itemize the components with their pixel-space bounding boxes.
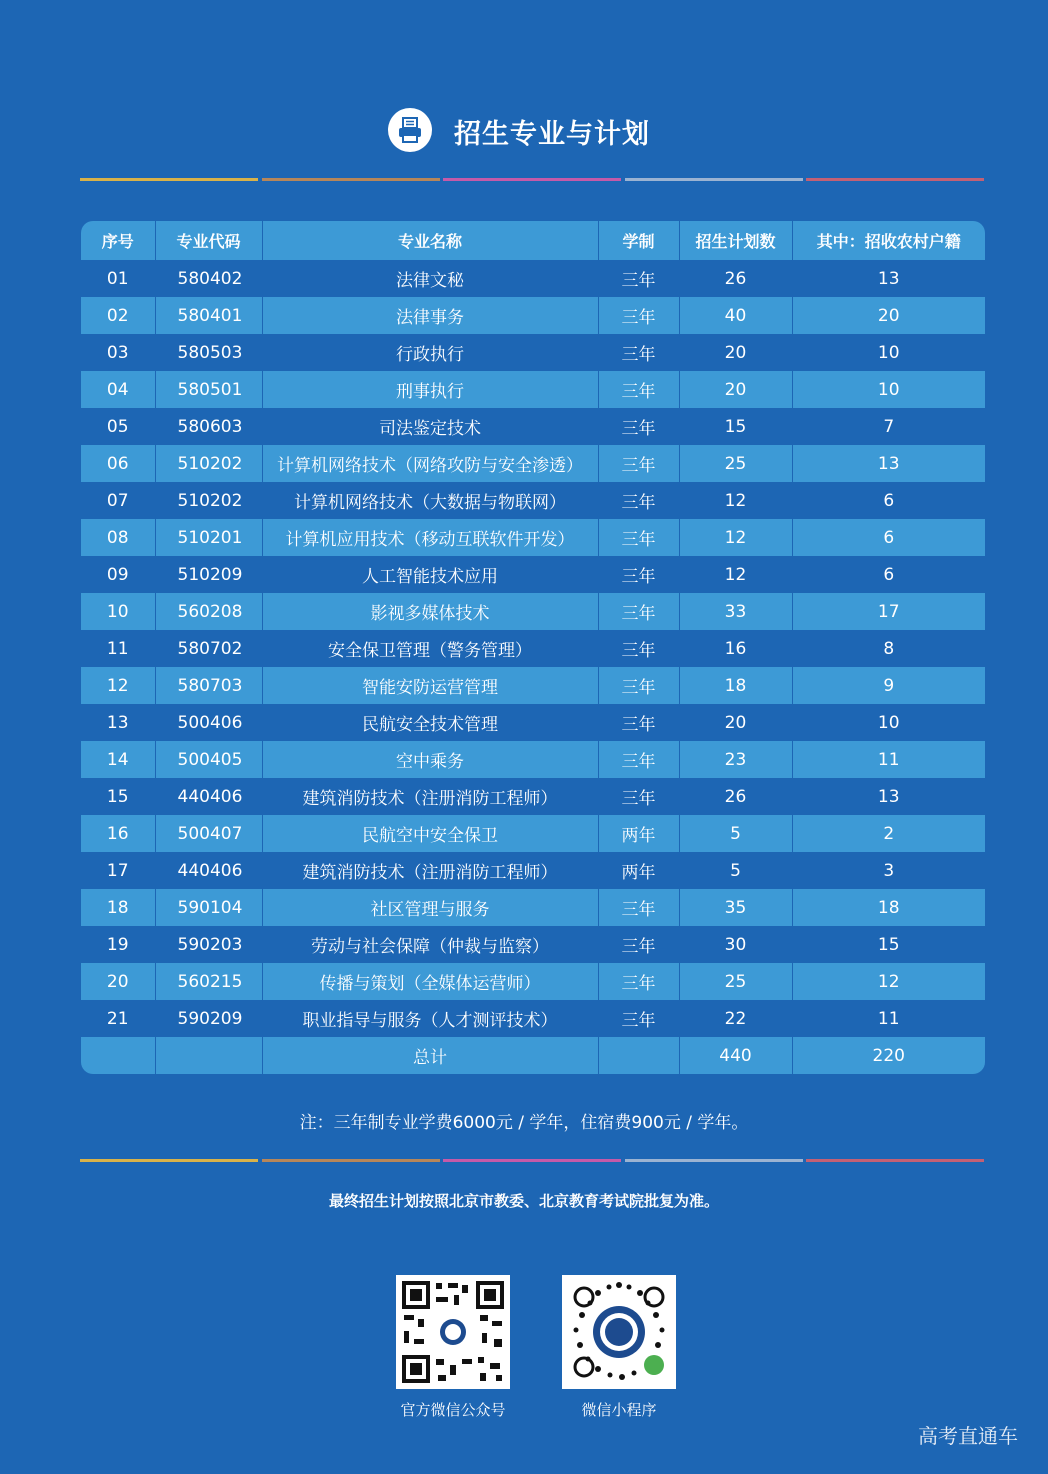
qr-label-official-account: 官方微信公众号 xyxy=(400,1401,506,1419)
cell-duration: 三年 xyxy=(598,963,679,1000)
cell-duration: 三年 xyxy=(598,556,679,593)
table-row xyxy=(81,889,985,926)
cell-rural: 6 xyxy=(792,556,985,593)
cell-rural: 8 xyxy=(792,630,985,667)
cell-plan: 25 xyxy=(679,445,792,482)
cell-code: 510201 xyxy=(155,519,262,556)
cell-code: 590209 xyxy=(155,1000,262,1037)
cell-plan: 18 xyxy=(679,667,792,704)
table-row xyxy=(81,1000,985,1037)
cell-index: 14 xyxy=(81,741,155,778)
cell-plan: 15 xyxy=(679,408,792,445)
table-row xyxy=(81,630,985,667)
cell-duration: 三年 xyxy=(598,519,679,556)
cell-plan: 25 xyxy=(679,963,792,1000)
cell-rural: 13 xyxy=(792,445,985,482)
table-row xyxy=(81,741,985,778)
cell-major: 法律事务 xyxy=(262,297,598,334)
cell-duration: 两年 xyxy=(598,815,679,852)
cell-code: 590104 xyxy=(155,889,262,926)
page-title: 招生专业与计划 xyxy=(454,119,650,150)
cell-major: 司法鉴定技术 xyxy=(262,408,598,445)
cell-major: 劳动与社会保障（仲裁与监察） xyxy=(262,926,598,963)
cell-major: 影视多媒体技术 xyxy=(262,593,598,630)
column-header-major: 专业名称 xyxy=(262,221,598,260)
table-row xyxy=(81,519,985,556)
cell-code: 580702 xyxy=(155,630,262,667)
cell-index: 07 xyxy=(81,482,155,519)
cell-plan: 30 xyxy=(679,926,792,963)
cell-rural: 9 xyxy=(792,667,985,704)
table-row xyxy=(81,334,985,371)
cell-major: 民航空中安全保卫 xyxy=(262,815,598,852)
column-header-rural: 其中：招收农村户籍 xyxy=(792,221,985,260)
cell-plan: 40 xyxy=(679,297,792,334)
table-row xyxy=(81,593,985,630)
cell-code: 560215 xyxy=(155,963,262,1000)
qr-block-mini-program xyxy=(562,1275,676,1420)
table-row xyxy=(81,260,985,297)
cell-index: 11 xyxy=(81,630,155,667)
cell-duration: 三年 xyxy=(598,371,679,408)
qr-block-official-account xyxy=(396,1275,510,1420)
table-row xyxy=(81,297,985,334)
cell-index: 16 xyxy=(81,815,155,852)
table-row xyxy=(81,852,985,889)
cell-index: 12 xyxy=(81,667,155,704)
cell-duration: 三年 xyxy=(598,630,679,667)
table-row xyxy=(81,556,985,593)
cell-duration: 三年 xyxy=(598,667,679,704)
cell-code: 580703 xyxy=(155,667,262,704)
cell-rural: 13 xyxy=(792,260,985,297)
cell-plan: 12 xyxy=(679,519,792,556)
table-row xyxy=(81,482,985,519)
cell-index: 21 xyxy=(81,1000,155,1037)
cell-code: 510202 xyxy=(155,482,262,519)
cell-index: 02 xyxy=(81,297,155,334)
cell-rural: 10 xyxy=(792,371,985,408)
cell-index: 17 xyxy=(81,852,155,889)
cell-index: 03 xyxy=(81,334,155,371)
cell-plan: 26 xyxy=(679,260,792,297)
cell-plan: 23 xyxy=(679,741,792,778)
cell-code: 580401 xyxy=(155,297,262,334)
cell-rural: 3 xyxy=(792,852,985,889)
cell-major: 职业指导与服务（人才测评技术） xyxy=(262,1000,598,1037)
cell-duration: 三年 xyxy=(598,778,679,815)
approval-note: 最终招生计划按照北京市教委、北京教育考试院批复为准。 xyxy=(328,1192,719,1210)
cell-major: 人工智能技术应用 xyxy=(262,556,598,593)
table-row xyxy=(81,371,985,408)
cell-major: 计算机网络技术（网络攻防与安全渗透） xyxy=(262,445,598,482)
cell-plan: 12 xyxy=(679,482,792,519)
cell-index: 15 xyxy=(81,778,155,815)
qr-label-mini-program: 微信小程序 xyxy=(581,1401,657,1419)
cell-code: 580402 xyxy=(155,260,262,297)
table-row xyxy=(81,926,985,963)
cell-code: 580603 xyxy=(155,408,262,445)
table-header-row xyxy=(81,221,985,260)
cell-major: 计算机应用技术（移动互联软件开发） xyxy=(262,519,598,556)
cell-rural: 12 xyxy=(792,963,985,1000)
cell-rural: 7 xyxy=(792,408,985,445)
cell-duration: 三年 xyxy=(598,482,679,519)
cell-index: 20 xyxy=(81,963,155,1000)
cell-rural: 13 xyxy=(792,778,985,815)
cell-rural: 6 xyxy=(792,482,985,519)
color-divider-top xyxy=(80,178,984,182)
cell-index: 13 xyxy=(81,704,155,741)
table-row xyxy=(81,667,985,704)
cell-code: 510209 xyxy=(155,556,262,593)
total-cell-major: 总计 xyxy=(262,1037,598,1074)
cell-duration: 两年 xyxy=(598,852,679,889)
cell-duration: 三年 xyxy=(598,704,679,741)
cell-duration: 三年 xyxy=(598,260,679,297)
cell-major: 计算机网络技术（大数据与物联网） xyxy=(262,482,598,519)
cell-rural: 20 xyxy=(792,297,985,334)
cell-plan: 20 xyxy=(679,704,792,741)
cell-rural: 15 xyxy=(792,926,985,963)
cell-code: 440406 xyxy=(155,852,262,889)
cell-plan: 16 xyxy=(679,630,792,667)
cell-duration: 三年 xyxy=(598,1000,679,1037)
column-header-duration: 学制 xyxy=(598,221,679,260)
cell-major: 传播与策划（全媒体运营师） xyxy=(262,963,598,1000)
cell-code: 500407 xyxy=(155,815,262,852)
cell-plan: 20 xyxy=(679,371,792,408)
total-cell-index xyxy=(81,1037,155,1074)
table-row xyxy=(81,815,985,852)
total-cell-rural: 220 xyxy=(792,1037,985,1074)
cell-code: 440406 xyxy=(155,778,262,815)
total-cell-duration xyxy=(598,1037,679,1074)
total-cell-code xyxy=(155,1037,262,1074)
cell-major: 安全保卫管理（警务管理） xyxy=(262,630,598,667)
document-icon xyxy=(388,108,432,152)
cell-code: 580501 xyxy=(155,371,262,408)
cell-major: 空中乘务 xyxy=(262,741,598,778)
color-divider-bottom xyxy=(80,1159,984,1163)
cell-index: 05 xyxy=(81,408,155,445)
table-row xyxy=(81,408,985,445)
column-header-code: 专业代码 xyxy=(155,221,262,260)
cell-index: 18 xyxy=(81,889,155,926)
cell-plan: 33 xyxy=(679,593,792,630)
cell-major: 民航安全技术管理 xyxy=(262,704,598,741)
cell-code: 580503 xyxy=(155,334,262,371)
total-cell-plan: 440 xyxy=(679,1037,792,1074)
cell-plan: 12 xyxy=(679,556,792,593)
qr-code-icon xyxy=(396,1275,510,1389)
cell-rural: 10 xyxy=(792,704,985,741)
cell-rural: 18 xyxy=(792,889,985,926)
cell-major: 智能安防运营管理 xyxy=(262,667,598,704)
table-row xyxy=(81,445,985,482)
cell-rural: 6 xyxy=(792,519,985,556)
cell-index: 10 xyxy=(81,593,155,630)
cell-index: 01 xyxy=(81,260,155,297)
cell-index: 08 xyxy=(81,519,155,556)
enrollment-plan-table xyxy=(81,221,985,1074)
cell-rural: 11 xyxy=(792,741,985,778)
cell-duration: 三年 xyxy=(598,297,679,334)
cell-duration: 三年 xyxy=(598,445,679,482)
cell-rural: 17 xyxy=(792,593,985,630)
watermark-text: 高考直通车 xyxy=(918,1424,1018,1448)
cell-major: 行政执行 xyxy=(262,334,598,371)
cell-plan: 20 xyxy=(679,334,792,371)
cell-major: 法律文秘 xyxy=(262,260,598,297)
cell-plan: 26 xyxy=(679,778,792,815)
cell-code: 590203 xyxy=(155,926,262,963)
cell-major: 刑事执行 xyxy=(262,371,598,408)
cell-duration: 三年 xyxy=(598,334,679,371)
cell-code: 500406 xyxy=(155,704,262,741)
cell-duration: 三年 xyxy=(598,593,679,630)
table-total-row xyxy=(81,1037,985,1074)
page-header xyxy=(0,104,1048,160)
cell-duration: 三年 xyxy=(598,926,679,963)
cell-rural: 2 xyxy=(792,815,985,852)
cell-code: 510202 xyxy=(155,445,262,482)
cell-major: 社区管理与服务 xyxy=(262,889,598,926)
cell-code: 560208 xyxy=(155,593,262,630)
cell-rural: 11 xyxy=(792,1000,985,1037)
cell-rural: 10 xyxy=(792,334,985,371)
table-row xyxy=(81,704,985,741)
cell-plan: 5 xyxy=(679,815,792,852)
cell-duration: 三年 xyxy=(598,741,679,778)
cell-plan: 5 xyxy=(679,852,792,889)
table-row xyxy=(81,778,985,815)
cell-major: 建筑消防技术（注册消防工程师） xyxy=(262,778,598,815)
table-row xyxy=(81,963,985,1000)
cell-major: 建筑消防技术（注册消防工程师） xyxy=(262,852,598,889)
cell-index: 19 xyxy=(81,926,155,963)
mini-program-code-icon xyxy=(562,1275,676,1389)
fee-note: 注：三年制专业学费6000元 / 学年，住宿费900元 / 学年。 xyxy=(299,1113,749,1133)
cell-index: 04 xyxy=(81,371,155,408)
column-header-plan: 招生计划数 xyxy=(679,221,792,260)
cell-plan: 35 xyxy=(679,889,792,926)
cell-index: 09 xyxy=(81,556,155,593)
cell-plan: 22 xyxy=(679,1000,792,1037)
cell-code: 500405 xyxy=(155,741,262,778)
cell-duration: 三年 xyxy=(598,408,679,445)
cell-index: 06 xyxy=(81,445,155,482)
cell-duration: 三年 xyxy=(598,889,679,926)
column-header-index: 序号 xyxy=(81,221,155,260)
